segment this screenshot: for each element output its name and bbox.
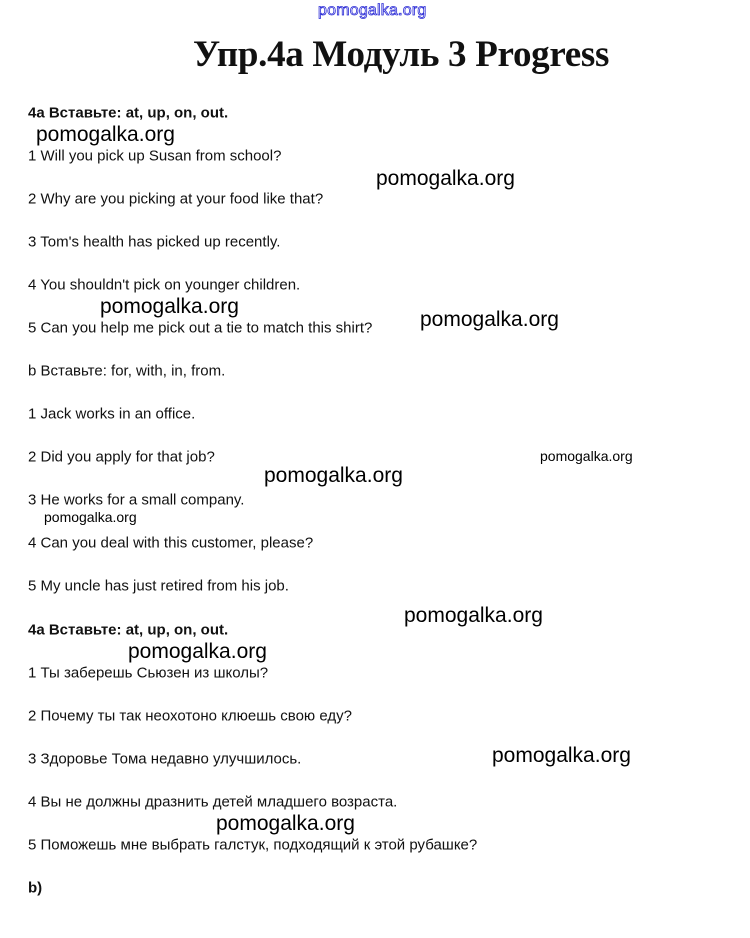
- section-heading: 4a Вставьте: at, up, on, out.: [28, 104, 229, 122]
- exercise-line: 3 Tom's health has picked up recently.: [28, 233, 281, 251]
- exercise-line: b Вставьте: for, with, in, from.: [28, 362, 226, 380]
- exercise-line: 1 Jack works in an office.: [28, 405, 196, 423]
- exercise-line: 5 Поможешь мне выбрать галстук, подходящий к этой рубашке?: [28, 836, 478, 854]
- watermark: pomogalka.org: [36, 123, 175, 146]
- exercise-line: 4 Can you deal with this customer, please?: [28, 534, 314, 552]
- exercise-line: 4 Вы не должны дразнить детей младшего возраста.: [28, 793, 398, 811]
- watermark-top[interactable]: pomogalka.org: [318, 2, 427, 19]
- section-heading: b): [28, 879, 43, 897]
- exercise-line: 5 Can you help me pick out a tie to match this shirt?: [28, 319, 373, 337]
- exercise-line: 2 Why are you picking at your food like that?: [28, 190, 324, 208]
- section-heading: 4a Вставьте: at, up, on, out.: [28, 621, 229, 639]
- page-title: Упр.4а Модуль 3 Progress: [193, 34, 610, 75]
- exercise-line: 3 He works for a small company.: [28, 491, 245, 509]
- watermark: pomogalka.org: [404, 604, 543, 627]
- watermark: pomogalka.org: [420, 308, 559, 331]
- watermark: pomogalka.org: [44, 509, 137, 525]
- exercise-line: 2 Did you apply for that job?: [28, 448, 215, 466]
- watermark: pomogalka.org: [264, 464, 403, 487]
- watermark: pomogalka.org: [540, 448, 633, 464]
- exercise-line: 3 Здоровье Тома недавно улучшилось.: [28, 750, 302, 768]
- exercise-line: 1 Ты заберешь Сьюзен из школы?: [28, 664, 269, 682]
- exercise-line: 5 My uncle has just retired from his job.: [28, 577, 289, 595]
- exercise-line: 2 Почему ты так неохотоно клюешь свою еду?: [28, 707, 352, 725]
- exercise-line: 4 You shouldn't pick on younger children.: [28, 276, 301, 294]
- watermark: pomogalka.org: [492, 744, 631, 767]
- watermark: pomogalka.org: [100, 295, 239, 318]
- watermark: pomogalka.org: [128, 640, 267, 663]
- watermark: pomogalka.org: [376, 167, 515, 190]
- exercise-line: 1 Will you pick up Susan from school?: [28, 147, 282, 165]
- watermark: pomogalka.org: [216, 812, 355, 835]
